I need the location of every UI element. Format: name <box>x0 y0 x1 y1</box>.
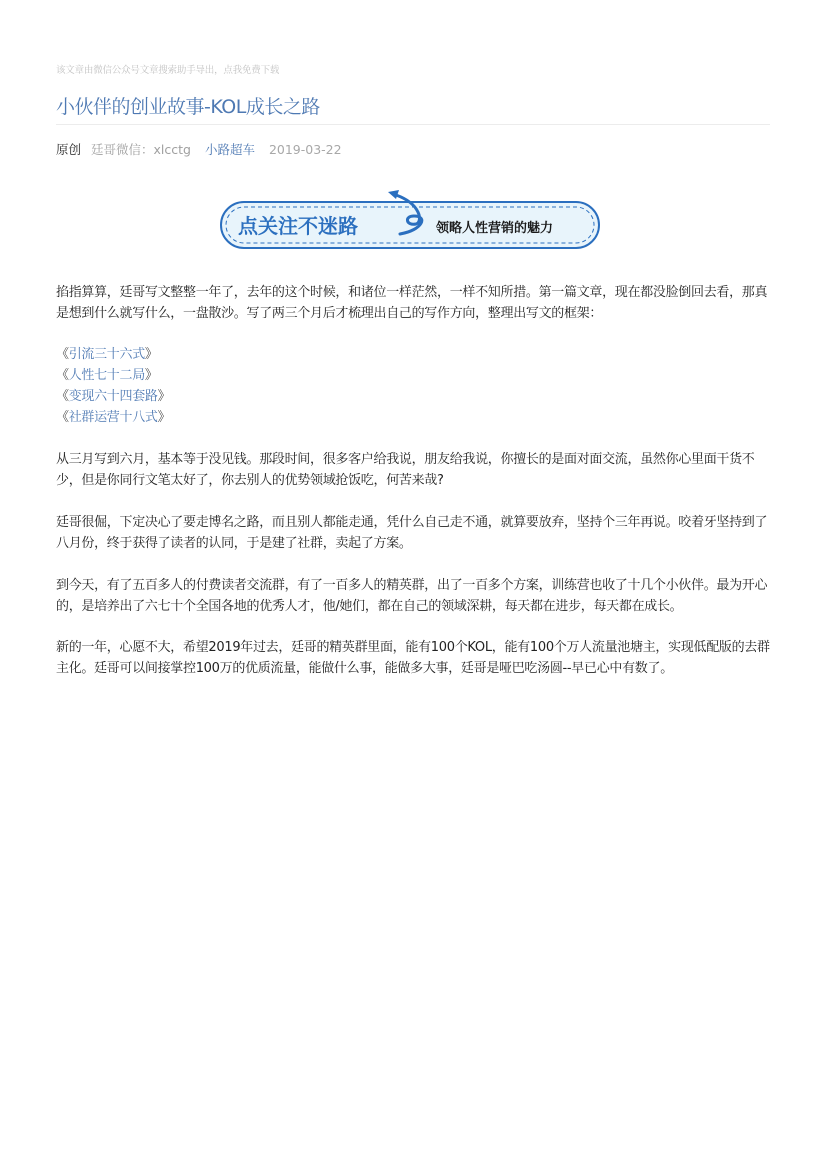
article-meta <box>56 140 342 158</box>
follow-banner-graphic <box>218 186 602 252</box>
banner-right-text: 领略人性营销的魅力 <box>436 221 554 236</box>
series-link-bianxian[interactable]: 变现六十四套路 <box>68 389 158 404</box>
series-link-item[interactable]: 《社群运营十八式》 <box>56 410 171 425</box>
export-notice-link[interactable]: 该文章由微信公众号文章搜索助手导出，点我免费下载 <box>56 65 280 76</box>
paragraph-1: 掐指算算，廷哥写文整整一年了，去年的这个时候，和诸位一样茫然，一样不知所措。第一篇文章，现在都没脸倒回去看，那真是想到什么就写什么，一盘散沙。写了两三个月后才梳理出自己的写作方向，整理出写文的框架： <box>56 285 768 321</box>
follow-banner <box>218 186 602 252</box>
article-title: 小伙伴的创业故事-KOL成长之路 <box>56 96 320 118</box>
original-tag: 原创 <box>56 142 82 157</box>
series-link-shequn[interactable]: 社群运营十八式 <box>68 410 158 425</box>
banner-left-text: 点关注不迷路 <box>238 214 358 238</box>
title-divider <box>56 124 770 125</box>
paragraph-4: 到今天，有了五百多人的付费读者交流群，有了一百多人的精英群，出了一百多个方案，训练营也收了十几个小伙伴。最为开心的，是培养出了六七十个全国各地的优秀人才，他/她们，都在自己的领域深耕，每天都在进步，每天都在成长。 <box>56 578 768 614</box>
series-link-renxing[interactable]: 人性七十二局 <box>68 368 145 383</box>
series-link-list <box>56 344 770 428</box>
series-link-item[interactable]: 《变现六十四套路》 <box>56 389 171 404</box>
publish-date: 2019-03-22 <box>268 142 342 157</box>
paragraph-5: 新的一年，心愿不大，希望2019年过去，廷哥的精英群里面，能有100个KOL，能有100个万人流量池塘主，实现低配版的去群主化。廷哥可以间接掌控100万的优质流量，能做什么事，能做多大事，廷哥是哑巴吃汤圆--早已心中有数了。 <box>56 640 770 676</box>
series-link-item[interactable]: 《引流三十六式》 <box>56 347 158 362</box>
series-link-yinliu[interactable]: 引流三十六式 <box>68 347 145 362</box>
series-link-item[interactable]: 《人性七十二局》 <box>56 368 158 383</box>
paragraph-2: 从三月写到六月，基本等于没见钱。那段时间，很多客户给我说，朋友给我说，你擅长的是面对面交流，虽然你心里面干货不少，但是你同行文笔太好了，你去别人的优势领域抢饭吃，何苦来哉? <box>56 452 755 488</box>
account-link[interactable]: 小路超车 <box>204 142 255 157</box>
author-name: 廷哥微信：xlcctg <box>91 142 191 157</box>
paragraph-3: 廷哥很倔，下定决心了要走博名之路，而且别人都能走通，凭什么自己走不通，就算要放弃，坚持个三年再说。咬着牙坚持到了八月份，终于获得了读者的认同，于是建了社群，卖起了方案。 <box>56 515 768 551</box>
